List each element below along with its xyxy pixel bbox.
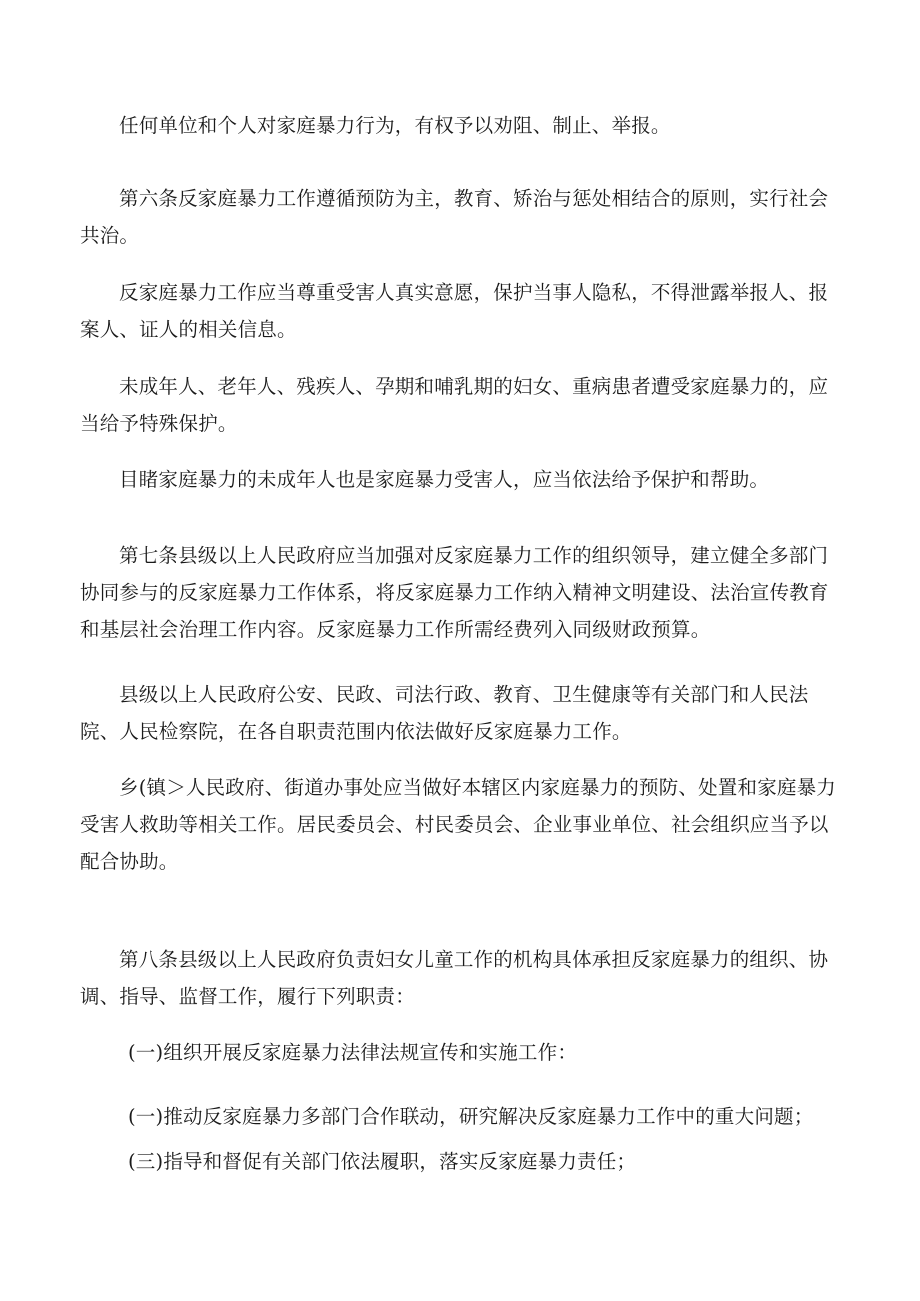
paragraph-special-protection: 未成年人、老年人、残疾人、孕期和哺乳期的妇女、重病患者遭受家庭暴力的，应当给予特殊保护。: [80, 375, 829, 435]
paragraph-minor-witness: 目睹家庭暴力的未成年人也是家庭暴力受害人，应当依法给予保护和帮助。: [119, 468, 770, 491]
paragraph-township-duties: 乡(镇＞人民政府、街道办事处应当做好本辖区内家庭暴力的预防、处置和家庭暴力受害人救助等相关工作。居民委员会、村民委员会、企业事业单位、社会组织应当予以配合协助。: [80, 776, 837, 873]
paragraph-department-duties: 县级以上人民政府公安、民政、司法行政、教育、卫生健康等有关部门和人民法院、人民检察院，在各自职责范围内依法做好反家庭暴力工作。: [80, 683, 809, 743]
paragraph-article-8: 第八条县级以上人民政府负责妇女儿童工作的机构具体承担反家庭暴力的组织、协调、指导、监督工作，履行下列职责：: [80, 948, 829, 1008]
list-item-3: (三)指导和督促有关部门依法履职，落实反家庭暴力责任；: [128, 1150, 637, 1173]
list-item-2: (一)推动反家庭暴力多部门合作联动，研究解决反家庭暴力工作中的重大问题；: [128, 1105, 814, 1128]
list-item-1: (一)组织开展反家庭暴力法律法规宣传和实施工作：: [128, 1041, 578, 1064]
paragraph-article-7: 第七条县级以上人民政府应当加强对反家庭暴力工作的组织领导，建立健全多部门协同参与的反家庭暴力工作体系，将反家庭暴力工作纳入精神文明建设、法治宣传教育和基层社会治理工作内容。反家庭暴力工作所需经费列入同级财政预算。: [80, 544, 829, 641]
paragraph-right-to-report: 任何单位和个人对家庭暴力行为，有权予以劝阻、制止、举报。: [119, 114, 671, 137]
paragraph-victim-privacy: 反家庭暴力工作应当尊重受害人真实意愿，保护当事人隐私，不得泄露举报人、报案人、证人的相关信息。: [80, 281, 829, 341]
paragraph-article-6: 第六条反家庭暴力工作遵循预防为主，教育、矫治与惩处相结合的原则，实行社会共治。: [80, 187, 829, 247]
